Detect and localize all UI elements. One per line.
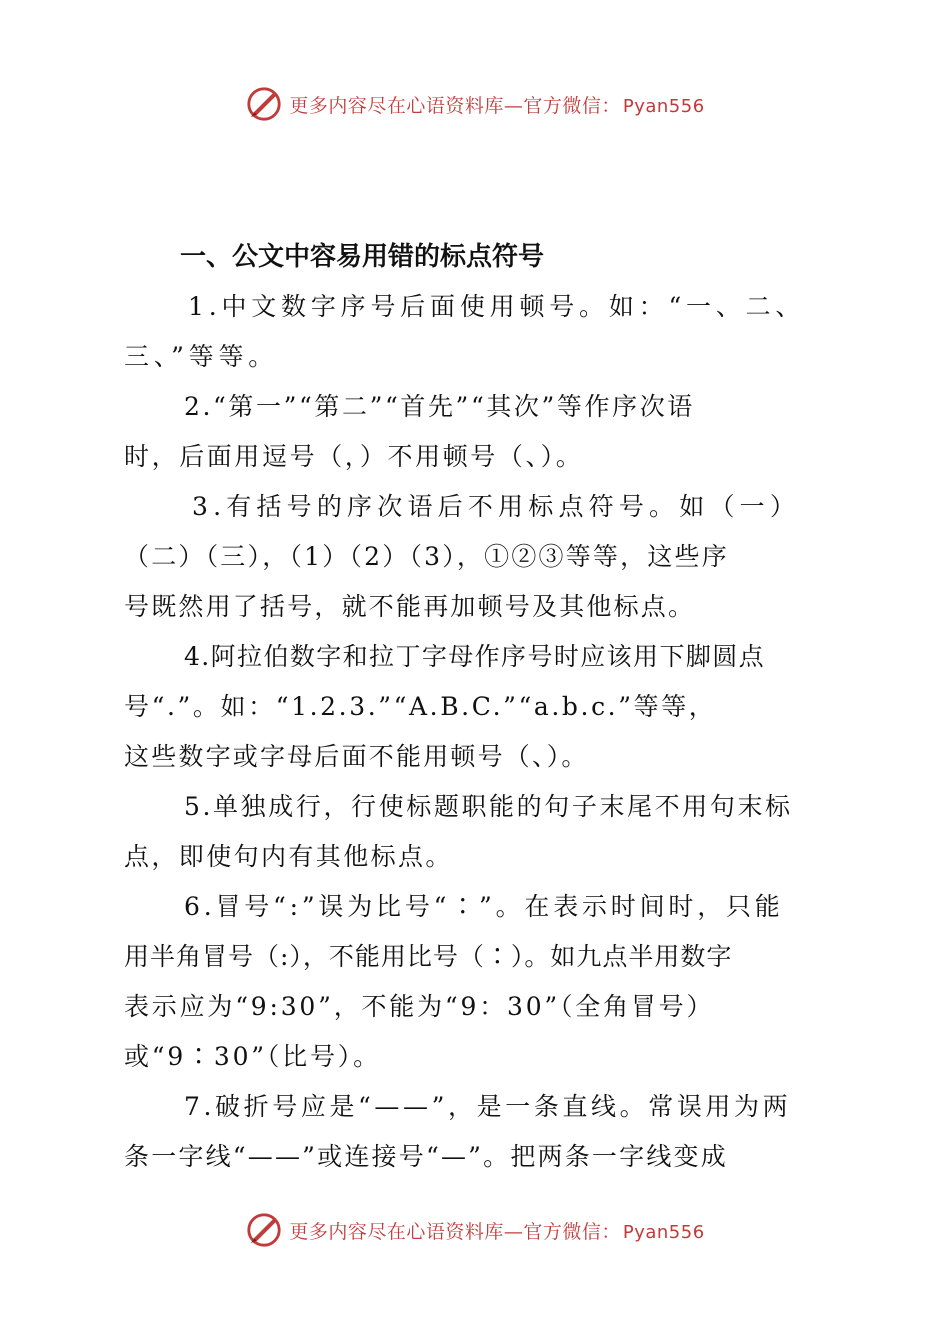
watermark-footer <box>0 1208 950 1252</box>
watermark-separator: — <box>503 1220 524 1243</box>
body-line: 用半角冒号（:），不能用比号（∶）。如九点半用数字 <box>124 942 733 971</box>
body-line: 这些数字或字母后面不能用顿号（、）。 <box>124 742 589 771</box>
body-line: 6.冒号“:”误为比号“∶”。在表示时间时，只能 <box>184 892 784 921</box>
body-line: 或“9∶30”（比号）。 <box>124 1042 381 1071</box>
body-line: 2.“第一”“第二”“首先”“其次”等作序次语 <box>184 392 695 421</box>
watermark-main: 更多内容尽在心语资料库 <box>289 1220 504 1243</box>
pen-logo-icon <box>245 1211 283 1249</box>
watermark-wechat-label: 官方微信： <box>523 1220 621 1243</box>
body-line: 点，即使句内有其他标点。 <box>124 842 453 871</box>
body-line: （二）（三），（1）（2）（3），①②③等等，这些序 <box>124 542 729 571</box>
body-line: 表示应为“9:30”，不能为“9：30”（全角冒号） <box>124 992 715 1021</box>
watermark-wechat-id: Pyan556 <box>622 95 705 117</box>
body-line: 时，后面用逗号（，）不用顿号（、）。 <box>124 442 584 471</box>
body-line: 3.有括号的序次语后不用标点符号。如（一） <box>192 492 801 521</box>
body-line: 条一字线“——”或连接号“—”。把两条一字线变成 <box>124 1142 728 1171</box>
body-line: 号“.”。如：“1.2.3.”“A.B.C.”“a.b.c.”等等， <box>124 692 717 721</box>
body-line: 7.破折号应是“——”，是一条直线。常误用为两 <box>184 1092 792 1121</box>
watermark-text <box>289 1217 704 1244</box>
body-line: 5.单独成行，行使标题职能的句子末尾不用句末标 <box>184 792 793 821</box>
body-line: 4.阿拉伯数字和拉丁字母作序号时应该用下脚圆点 <box>184 642 766 671</box>
watermark-header <box>0 82 950 126</box>
watermark-main: 更多内容尽在心语资料库 <box>289 94 504 117</box>
watermark-text <box>289 91 704 118</box>
pen-logo-icon <box>245 85 283 123</box>
watermark-separator: — <box>503 94 524 117</box>
watermark-wechat-id: Pyan556 <box>622 1221 705 1243</box>
section-heading: 一、公文中容易用错的标点符号 <box>180 242 545 272</box>
body-line: 三、”等等。 <box>124 342 279 371</box>
body-line: 号既然用了括号，就不能再加顿号及其他标点。 <box>124 592 696 621</box>
body-line: 1.中文数字序号后面使用顿号。如：“一、二、 <box>188 292 806 321</box>
watermark-wechat-label: 官方微信： <box>523 94 621 117</box>
